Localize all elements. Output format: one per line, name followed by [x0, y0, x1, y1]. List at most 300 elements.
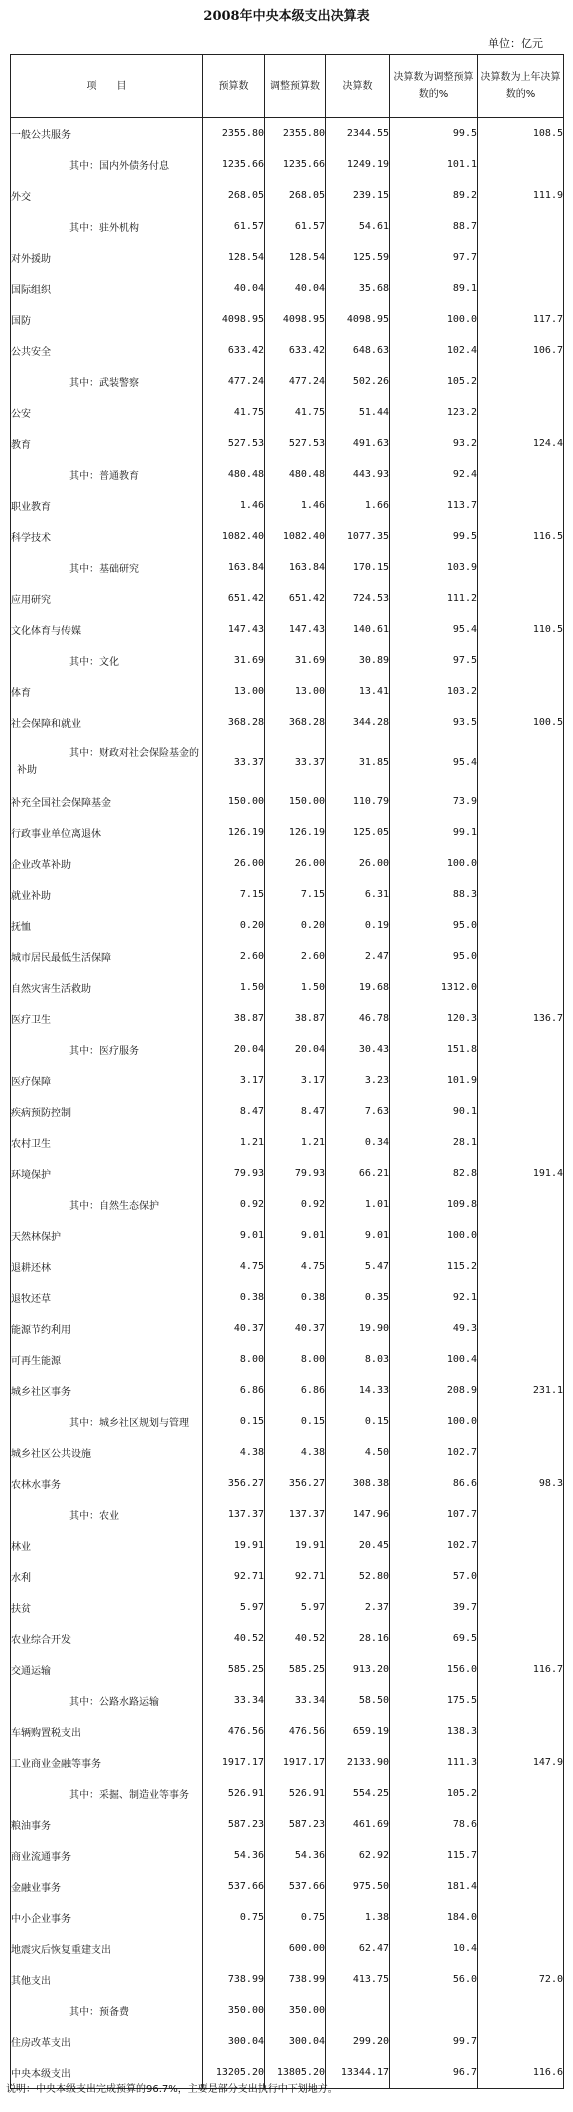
column-header-actual: 决算数: [326, 55, 390, 118]
cell-adjusted: 40.37: [265, 1313, 326, 1344]
cell-pct-prev: [478, 1189, 564, 1220]
cell-pct-adjusted: 120.3: [390, 1003, 478, 1034]
cell-adjusted: 268.05: [265, 180, 326, 211]
cell-item: 城乡社区事务: [11, 1375, 203, 1406]
cell-adjusted: 1235.66: [265, 149, 326, 180]
cell-budget: 128.54: [203, 242, 265, 273]
cell-item: 对外援助: [11, 242, 203, 273]
cell-item: 外交: [11, 180, 203, 211]
cell-pct-adjusted: 99.1: [390, 817, 478, 848]
cell-pct-adjusted: 109.8: [390, 1189, 478, 1220]
cell-actual: 26.00: [326, 848, 390, 879]
cell-pct-adjusted: 92.4: [390, 459, 478, 490]
cell-budget: 19.91: [203, 1530, 265, 1561]
table-row: [11, 1716, 564, 1747]
cell-pct-adjusted: 175.5: [390, 1685, 478, 1716]
cell-pct-adjusted: [390, 1995, 478, 2026]
table-row: [11, 1158, 564, 1189]
table-row: [11, 1933, 564, 1964]
cell-pct-adjusted: 95.4: [390, 614, 478, 645]
cell-pct-adjusted: 97.7: [390, 242, 478, 273]
cell-adjusted: 13805.20: [265, 2057, 326, 2089]
cell-actual: 913.20: [326, 1654, 390, 1685]
cell-pct-prev: [478, 1251, 564, 1282]
table-row: [11, 1220, 564, 1251]
column-header-pct-prev: 决算数为上年决算数的%: [478, 55, 564, 118]
cell-pct-prev: [478, 676, 564, 707]
cell-actual: 30.43: [326, 1034, 390, 1065]
cell-item: 教育: [11, 428, 203, 459]
cell-pct-adjusted: 69.5: [390, 1623, 478, 1654]
cell-budget: 477.24: [203, 366, 265, 397]
cell-pct-adjusted: 95.0: [390, 910, 478, 941]
cell-actual: 0.34: [326, 1127, 390, 1158]
cell-pct-adjusted: 92.1: [390, 1282, 478, 1313]
cell-item: 其中：预备费: [11, 1995, 203, 2026]
cell-adjusted: 61.57: [265, 211, 326, 242]
cell-adjusted: 3.17: [265, 1065, 326, 1096]
cell-pct-prev: [478, 149, 564, 180]
cell-pct-adjusted: 100.0: [390, 1220, 478, 1251]
cell-pct-adjusted: 102.7: [390, 1437, 478, 1468]
table-row: [11, 366, 564, 397]
cell-budget: 1.50: [203, 972, 265, 1003]
cell-pct-prev: 98.3: [478, 1468, 564, 1499]
cell-pct-adjusted: 105.2: [390, 366, 478, 397]
cell-budget: 356.27: [203, 1468, 265, 1499]
cell-pct-adjusted: 100.0: [390, 1406, 478, 1437]
table-row: [11, 910, 564, 941]
cell-pct-adjusted: 102.7: [390, 1530, 478, 1561]
cell-budget: 137.37: [203, 1499, 265, 1530]
cell-pct-prev: [478, 1840, 564, 1871]
cell-budget: 61.57: [203, 211, 265, 242]
table-body: [11, 118, 564, 2089]
cell-item: 医疗保障: [11, 1065, 203, 1096]
cell-adjusted: 54.36: [265, 1840, 326, 1871]
table-row: [11, 118, 564, 150]
cell-actual: 461.69: [326, 1809, 390, 1840]
cell-pct-prev: [478, 1065, 564, 1096]
cell-adjusted: 585.25: [265, 1654, 326, 1685]
cell-item: 扶贫: [11, 1592, 203, 1623]
cell-adjusted: 79.93: [265, 1158, 326, 1189]
cell-adjusted: 31.69: [265, 645, 326, 676]
cell-pct-prev: [478, 1623, 564, 1654]
cell-adjusted: 0.20: [265, 910, 326, 941]
table-row: [11, 1251, 564, 1282]
cell-actual: 4098.95: [326, 304, 390, 335]
cell-budget: 3.17: [203, 1065, 265, 1096]
cell-budget: 585.25: [203, 1654, 265, 1685]
cell-budget: 2355.80: [203, 118, 265, 150]
unit-label: 单位：亿元: [488, 37, 543, 50]
cell-item: 退耕还林: [11, 1251, 203, 1282]
cell-actual: 28.16: [326, 1623, 390, 1654]
cell-pct-prev: [478, 1592, 564, 1623]
cell-pct-prev: [478, 242, 564, 273]
cell-budget: 38.87: [203, 1003, 265, 1034]
table-row: [11, 1902, 564, 1933]
cell-budget: 368.28: [203, 707, 265, 738]
table-row: [11, 1282, 564, 1313]
cell-actual: 13344.17: [326, 2057, 390, 2089]
cell-item: 体育: [11, 676, 203, 707]
cell-item: 可再生能源: [11, 1344, 203, 1375]
cell-pct-adjusted: 113.7: [390, 490, 478, 521]
table-row: [11, 1561, 564, 1592]
cell-adjusted: 738.99: [265, 1964, 326, 1995]
cell-pct-prev: [478, 459, 564, 490]
table-row: [11, 1406, 564, 1437]
cell-pct-adjusted: 181.4: [390, 1871, 478, 1902]
cell-pct-adjusted: 96.7: [390, 2057, 478, 2089]
cell-actual: 2133.90: [326, 1747, 390, 1778]
table-row: [11, 1778, 564, 1809]
cell-item: 其中：普通教育: [11, 459, 203, 490]
cell-item: 其中：驻外机构: [11, 211, 203, 242]
cell-item: 粮油事务: [11, 1809, 203, 1840]
cell-adjusted: 6.86: [265, 1375, 326, 1406]
cell-budget: 126.19: [203, 817, 265, 848]
cell-pct-prev: [478, 1282, 564, 1313]
cell-pct-prev: [478, 1902, 564, 1933]
cell-pct-adjusted: 101.1: [390, 149, 478, 180]
cell-actual: 0.35: [326, 1282, 390, 1313]
cell-budget: 31.69: [203, 645, 265, 676]
cell-actual: 2344.55: [326, 118, 390, 150]
cell-budget: 633.42: [203, 335, 265, 366]
cell-pct-prev: [478, 490, 564, 521]
cell-actual: 7.63: [326, 1096, 390, 1127]
cell-actual: 1.01: [326, 1189, 390, 1220]
column-header-budget: 预算数: [203, 55, 265, 118]
cell-pct-prev: [478, 1220, 564, 1251]
cell-item: 应用研究: [11, 583, 203, 614]
cell-item: 中央本级支出: [11, 2057, 203, 2089]
cell-budget: 13205.20: [203, 2057, 265, 2089]
cell-adjusted: 20.04: [265, 1034, 326, 1065]
cell-pct-adjusted: 102.4: [390, 335, 478, 366]
table-header-row: [11, 55, 564, 118]
cell-actual: 62.92: [326, 1840, 390, 1871]
cell-actual: 9.01: [326, 1220, 390, 1251]
cell-budget: 163.84: [203, 552, 265, 583]
cell-pct-prev: [478, 910, 564, 941]
cell-pct-adjusted: 123.2: [390, 397, 478, 428]
table-row: [11, 1065, 564, 1096]
cell-item: 就业补助: [11, 879, 203, 910]
cell-budget: 26.00: [203, 848, 265, 879]
cell-pct-prev: [478, 645, 564, 676]
cell-adjusted: 537.66: [265, 1871, 326, 1902]
cell-pct-prev: 117.7: [478, 304, 564, 335]
cell-item: 农林水事务: [11, 1468, 203, 1499]
table-row: [11, 707, 564, 738]
cell-actual: 125.05: [326, 817, 390, 848]
cell-pct-adjusted: 86.6: [390, 1468, 478, 1499]
cell-pct-prev: [478, 1127, 564, 1158]
cell-actual: 724.53: [326, 583, 390, 614]
cell-budget: 150.00: [203, 786, 265, 817]
table-row: [11, 180, 564, 211]
table-row: [11, 304, 564, 335]
cell-pct-adjusted: 156.0: [390, 1654, 478, 1685]
cell-item: 科学技术: [11, 521, 203, 552]
table-row: [11, 676, 564, 707]
cell-adjusted: 350.00: [265, 1995, 326, 2026]
cell-pct-prev: [478, 1313, 564, 1344]
cell-actual: 2.37: [326, 1592, 390, 1623]
cell-budget: 350.00: [203, 1995, 265, 2026]
cell-pct-adjusted: 90.1: [390, 1096, 478, 1127]
cell-actual: 13.41: [326, 676, 390, 707]
cell-actual: 344.28: [326, 707, 390, 738]
cell-item: 企业改革补助: [11, 848, 203, 879]
table-row: [11, 786, 564, 817]
cell-actual: 491.63: [326, 428, 390, 459]
table-row: [11, 397, 564, 428]
cell-item: 中小企业事务: [11, 1902, 203, 1933]
table-row: [11, 1096, 564, 1127]
cell-item: 水利: [11, 1561, 203, 1592]
column-header-pct-adjusted: 决算数为调整预算数的%: [390, 55, 478, 118]
table-row: [11, 1189, 564, 1220]
cell-pct-prev: [478, 366, 564, 397]
cell-adjusted: 0.15: [265, 1406, 326, 1437]
cell-budget: [203, 1933, 265, 1964]
cell-pct-prev: [478, 397, 564, 428]
cell-budget: 92.71: [203, 1561, 265, 1592]
cell-budget: 1.21: [203, 1127, 265, 1158]
cell-adjusted: 5.97: [265, 1592, 326, 1623]
cell-actual: 502.26: [326, 366, 390, 397]
cell-actual: 0.19: [326, 910, 390, 941]
table-row: [11, 879, 564, 910]
column-header-adjusted: 调整预算数: [265, 55, 326, 118]
cell-budget: 651.42: [203, 583, 265, 614]
table-row: [11, 242, 564, 273]
cell-budget: 527.53: [203, 428, 265, 459]
cell-pct-adjusted: 39.7: [390, 1592, 478, 1623]
cell-pct-adjusted: 208.9: [390, 1375, 478, 1406]
cell-pct-adjusted: 95.0: [390, 941, 478, 972]
table-row: [11, 521, 564, 552]
cell-pct-prev: 231.1: [478, 1375, 564, 1406]
cell-pct-adjusted: 103.9: [390, 552, 478, 583]
cell-adjusted: 368.28: [265, 707, 326, 738]
cell-budget: 526.91: [203, 1778, 265, 1809]
cell-actual: 239.15: [326, 180, 390, 211]
cell-pct-adjusted: 82.8: [390, 1158, 478, 1189]
cell-item: 林业: [11, 1530, 203, 1561]
cell-pct-prev: [478, 1561, 564, 1592]
cell-pct-adjusted: 138.3: [390, 1716, 478, 1747]
cell-pct-adjusted: 111.2: [390, 583, 478, 614]
cell-item: 工业商业金融等事务: [11, 1747, 203, 1778]
cell-budget: 4098.95: [203, 304, 265, 335]
cell-pct-prev: 147.9: [478, 1747, 564, 1778]
table-row: [11, 552, 564, 583]
cell-pct-prev: [478, 848, 564, 879]
cell-adjusted: 40.52: [265, 1623, 326, 1654]
cell-item: 能源节约利用: [11, 1313, 203, 1344]
cell-pct-prev: 100.5: [478, 707, 564, 738]
cell-actual: 4.50: [326, 1437, 390, 1468]
cell-pct-prev: [478, 2026, 564, 2057]
cell-pct-prev: [478, 1034, 564, 1065]
table-row: [11, 1344, 564, 1375]
cell-item: 行政事业单位离退休: [11, 817, 203, 848]
cell-actual: 51.44: [326, 397, 390, 428]
cell-actual: 54.61: [326, 211, 390, 242]
table-title: 2008年中央本级支出决算表: [203, 9, 370, 24]
cell-budget: 1.46: [203, 490, 265, 521]
cell-pct-adjusted: 115.7: [390, 1840, 478, 1871]
cell-adjusted: 4098.95: [265, 304, 326, 335]
cell-actual: 147.96: [326, 1499, 390, 1530]
cell-actual: 52.80: [326, 1561, 390, 1592]
cell-adjusted: 1.21: [265, 1127, 326, 1158]
cell-pct-prev: [478, 211, 564, 242]
cell-pct-prev: 111.9: [478, 180, 564, 211]
cell-item: 补充全国社会保障基金: [11, 786, 203, 817]
table-row: [11, 1313, 564, 1344]
cell-actual: 125.59: [326, 242, 390, 273]
cell-pct-adjusted: 99.5: [390, 118, 478, 150]
cell-budget: 6.86: [203, 1375, 265, 1406]
cell-pct-prev: [478, 273, 564, 304]
cell-budget: 4.75: [203, 1251, 265, 1282]
cell-item: 医疗卫生: [11, 1003, 203, 1034]
cell-item: 住房改革支出: [11, 2026, 203, 2057]
cell-adjusted: 7.15: [265, 879, 326, 910]
cell-budget: 13.00: [203, 676, 265, 707]
cell-actual: 31.85: [326, 738, 390, 786]
cell-adjusted: 0.38: [265, 1282, 326, 1313]
cell-pct-adjusted: 97.5: [390, 645, 478, 676]
cell-pct-prev: [478, 1344, 564, 1375]
cell-item: 其中：国内外债务付息: [11, 149, 203, 180]
table-row: [11, 583, 564, 614]
table-row: [11, 1375, 564, 1406]
cell-adjusted: 147.43: [265, 614, 326, 645]
cell-item: 其中：自然生态保护: [11, 1189, 203, 1220]
cell-item: 农业综合开发: [11, 1623, 203, 1654]
table-row: [11, 941, 564, 972]
cell-budget: 4.38: [203, 1437, 265, 1468]
cell-actual: 170.15: [326, 552, 390, 583]
cell-budget: 40.52: [203, 1623, 265, 1654]
cell-actual: 659.19: [326, 1716, 390, 1747]
cell-adjusted: 1917.17: [265, 1747, 326, 1778]
cell-pct-prev: [478, 1716, 564, 1747]
cell-item: 其中：农业: [11, 1499, 203, 1530]
cell-actual: 299.20: [326, 2026, 390, 2057]
cell-budget: 40.37: [203, 1313, 265, 1344]
table-row: [11, 817, 564, 848]
table-row: [11, 1747, 564, 1778]
cell-adjusted: 40.04: [265, 273, 326, 304]
cell-item: 其中：采掘、制造业等事务: [11, 1778, 203, 1809]
cell-adjusted: 9.01: [265, 1220, 326, 1251]
cell-actual: [326, 1995, 390, 2026]
cell-pct-adjusted: 49.3: [390, 1313, 478, 1344]
cell-adjusted: 128.54: [265, 242, 326, 273]
cell-adjusted: 137.37: [265, 1499, 326, 1530]
cell-pct-prev: 191.4: [478, 1158, 564, 1189]
cell-pct-prev: [478, 738, 564, 786]
cell-item: 国防: [11, 304, 203, 335]
cell-actual: 20.45: [326, 1530, 390, 1561]
cell-actual: 3.23: [326, 1065, 390, 1096]
cell-budget: 8.00: [203, 1344, 265, 1375]
cell-item: 其中：公路水路运输: [11, 1685, 203, 1716]
cell-pct-adjusted: 88.7: [390, 211, 478, 242]
cell-budget: 1082.40: [203, 521, 265, 552]
cell-adjusted: 33.37: [265, 738, 326, 786]
cell-actual: 35.68: [326, 273, 390, 304]
cell-adjusted: 527.53: [265, 428, 326, 459]
cell-budget: 33.34: [203, 1685, 265, 1716]
cell-pct-prev: 136.7: [478, 1003, 564, 1034]
cell-pct-prev: [478, 972, 564, 1003]
cell-pct-adjusted: 111.3: [390, 1747, 478, 1778]
cell-budget: 0.38: [203, 1282, 265, 1313]
cell-pct-adjusted: 99.7: [390, 2026, 478, 2057]
cell-actual: 648.63: [326, 335, 390, 366]
cell-adjusted: 476.56: [265, 1716, 326, 1747]
cell-pct-adjusted: 115.2: [390, 1251, 478, 1282]
cell-actual: 66.21: [326, 1158, 390, 1189]
cell-budget: 268.05: [203, 180, 265, 211]
table-row: [11, 211, 564, 242]
cell-pct-prev: [478, 1933, 564, 1964]
table-row: [11, 1530, 564, 1561]
cell-item: 退牧还草: [11, 1282, 203, 1313]
cell-pct-adjusted: 107.7: [390, 1499, 478, 1530]
table-row: [11, 1034, 564, 1065]
cell-actual: 58.50: [326, 1685, 390, 1716]
cell-item: 城乡社区公共设施: [11, 1437, 203, 1468]
cell-pct-prev: 110.5: [478, 614, 564, 645]
cell-actual: 308.38: [326, 1468, 390, 1499]
table-row: [11, 335, 564, 366]
cell-actual: 413.75: [326, 1964, 390, 1995]
cell-adjusted: 41.75: [265, 397, 326, 428]
cell-item: 城市居民最低生活保障: [11, 941, 203, 972]
cell-actual: 110.79: [326, 786, 390, 817]
cell-pct-prev: [478, 1437, 564, 1468]
cell-pct-prev: 116.5: [478, 521, 564, 552]
cell-item: 农村卫生: [11, 1127, 203, 1158]
cell-pct-prev: 124.4: [478, 428, 564, 459]
table-row: [11, 1654, 564, 1685]
cell-item: 文化体育与传媒: [11, 614, 203, 645]
cell-actual: 5.47: [326, 1251, 390, 1282]
table-row: [11, 273, 564, 304]
cell-item: 其中：武装警察: [11, 366, 203, 397]
cell-pct-adjusted: 184.0: [390, 1902, 478, 1933]
cell-item: 其中：基础研究: [11, 552, 203, 583]
cell-actual: 2.47: [326, 941, 390, 972]
cell-actual: 19.90: [326, 1313, 390, 1344]
cell-pct-adjusted: 103.2: [390, 676, 478, 707]
cell-budget: 5.97: [203, 1592, 265, 1623]
cell-actual: 554.25: [326, 1778, 390, 1809]
cell-budget: 8.47: [203, 1096, 265, 1127]
cell-item: 其中：财政对社会保险基金的补助: [11, 738, 203, 786]
